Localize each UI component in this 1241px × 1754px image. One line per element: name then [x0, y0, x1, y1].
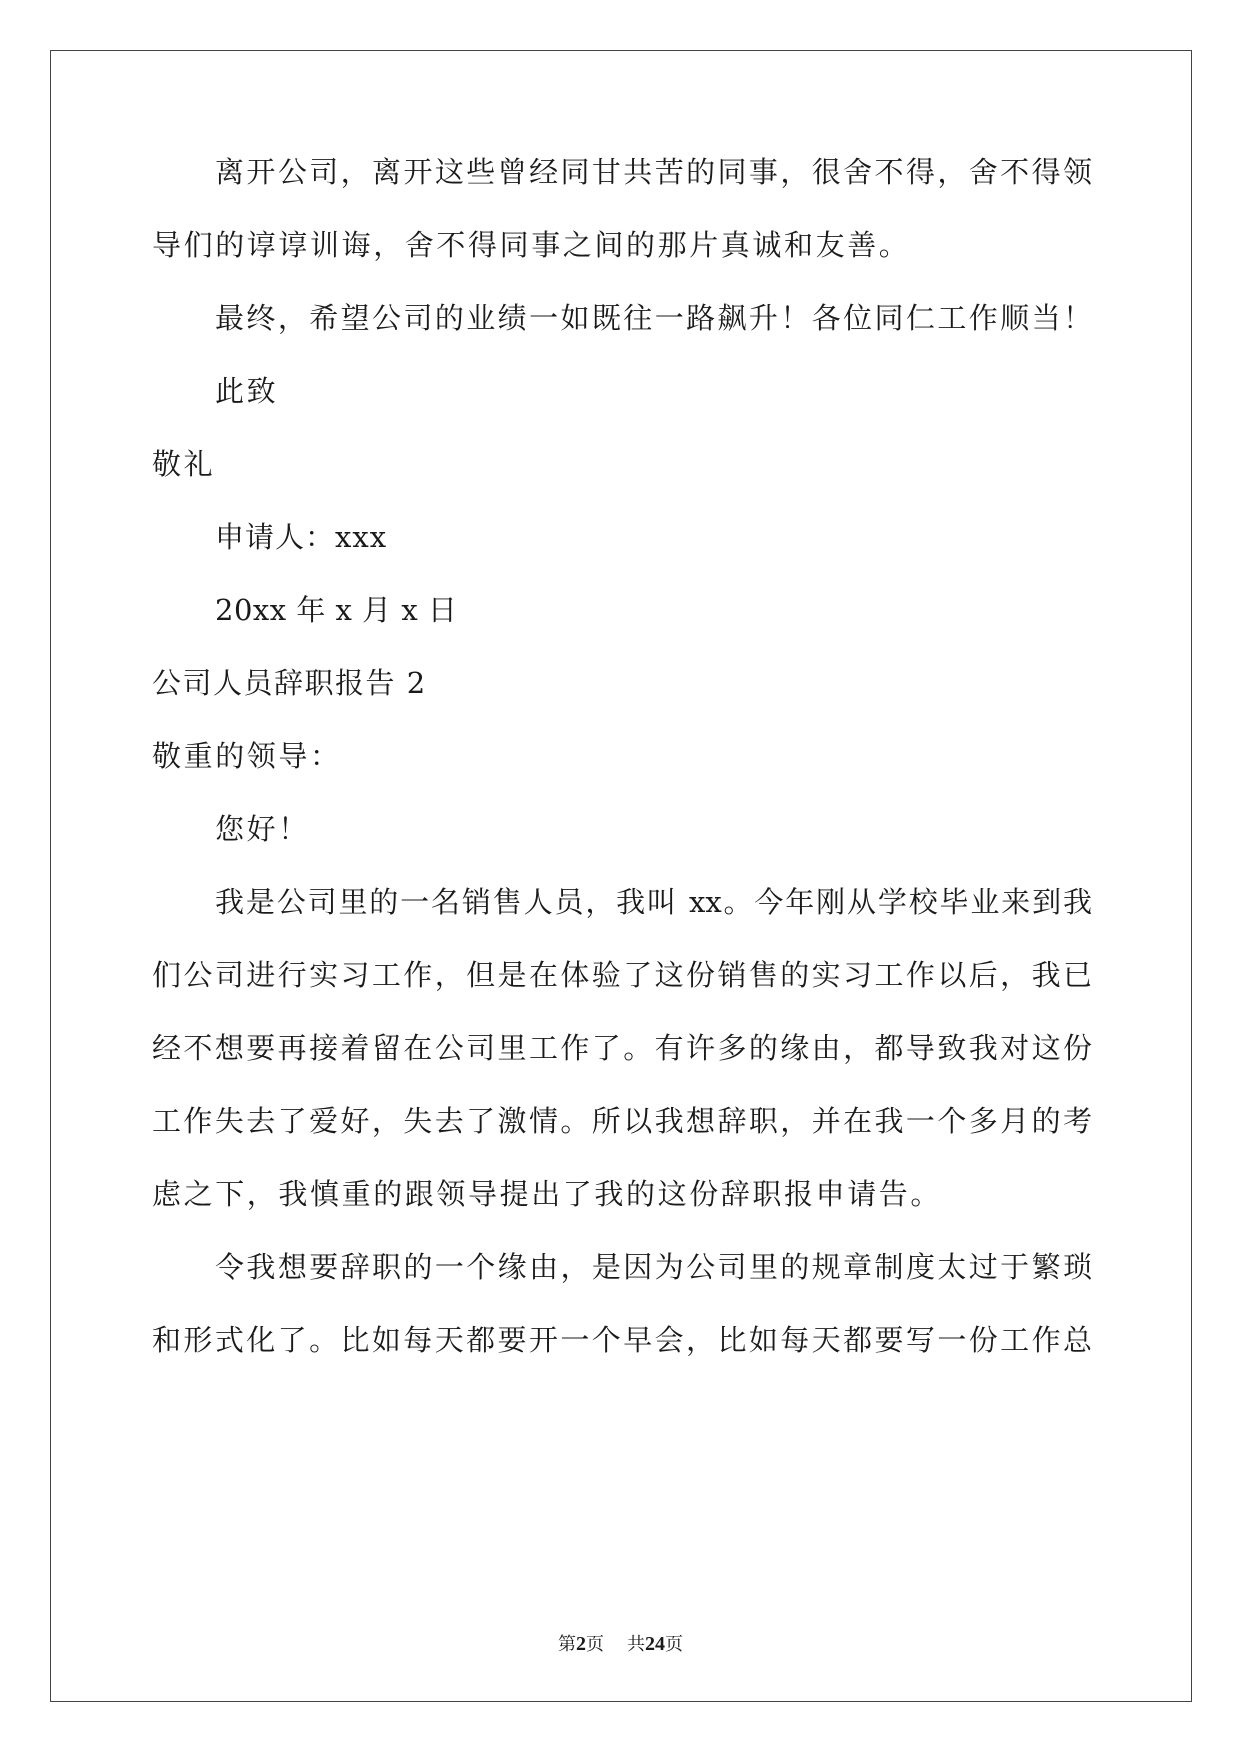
paragraph-line: 和形式化了。比如每天都要开一个早会，比如每天都要写一份工作总: [152, 1323, 1092, 1357]
paragraph-line: 工作失去了爱好，失去了激情。所以我想辞职，并在我一个多月的考: [152, 1104, 1092, 1138]
paragraph-line: 们公司进行实习工作，但是在体验了这份销售的实习工作以后，我已: [152, 958, 1092, 992]
closing-salutation: 此致: [215, 374, 279, 408]
page-footer: [0, 1630, 1241, 1656]
paragraph-line: 令我想要辞职的一个缘由，是因为公司里的规章制度太过于繁琐: [215, 1250, 1092, 1284]
paragraph-line: 虑之下，我慎重的跟领导提出了我的这份辞职报申请告。: [152, 1177, 943, 1211]
closing-regards: 敬礼: [152, 447, 216, 481]
paragraph-line: 我是公司里的一名销售人员，我叫 xx。今年刚从学校毕业来到我: [215, 885, 1092, 919]
applicant-line: 申请人：xxx: [215, 520, 388, 554]
total-suffix: 页: [664, 1634, 683, 1655]
paragraph-line: 经不想要再接着留在公司里工作了。有许多的缘由，都导致我对这份: [152, 1031, 1092, 1065]
greeting: 敬重的领导：: [152, 739, 342, 773]
total-prefix: 共: [626, 1634, 645, 1655]
greeting-hello: 您好！: [215, 812, 310, 846]
paragraph-line: 最终，希望公司的业绩一如既往一路飙升！各位同仁工作顺当！: [215, 301, 1092, 335]
date-line: 20xx 年 x 月 x 日: [215, 593, 458, 627]
paragraph-line: 离开公司，离开这些曾经同甘共苦的同事，很舍不得，舍不得领: [215, 155, 1092, 189]
paragraph-line: 导们的谆谆训诲，舍不得同事之间的那片真诚和友善。: [152, 228, 911, 262]
page-current: 2: [576, 1633, 587, 1655]
page-suffix: 页: [586, 1634, 605, 1655]
page-total: 24: [644, 1633, 665, 1655]
section-title: 公司人员辞职报告 2: [152, 666, 427, 700]
page-prefix: 第: [558, 1634, 577, 1655]
